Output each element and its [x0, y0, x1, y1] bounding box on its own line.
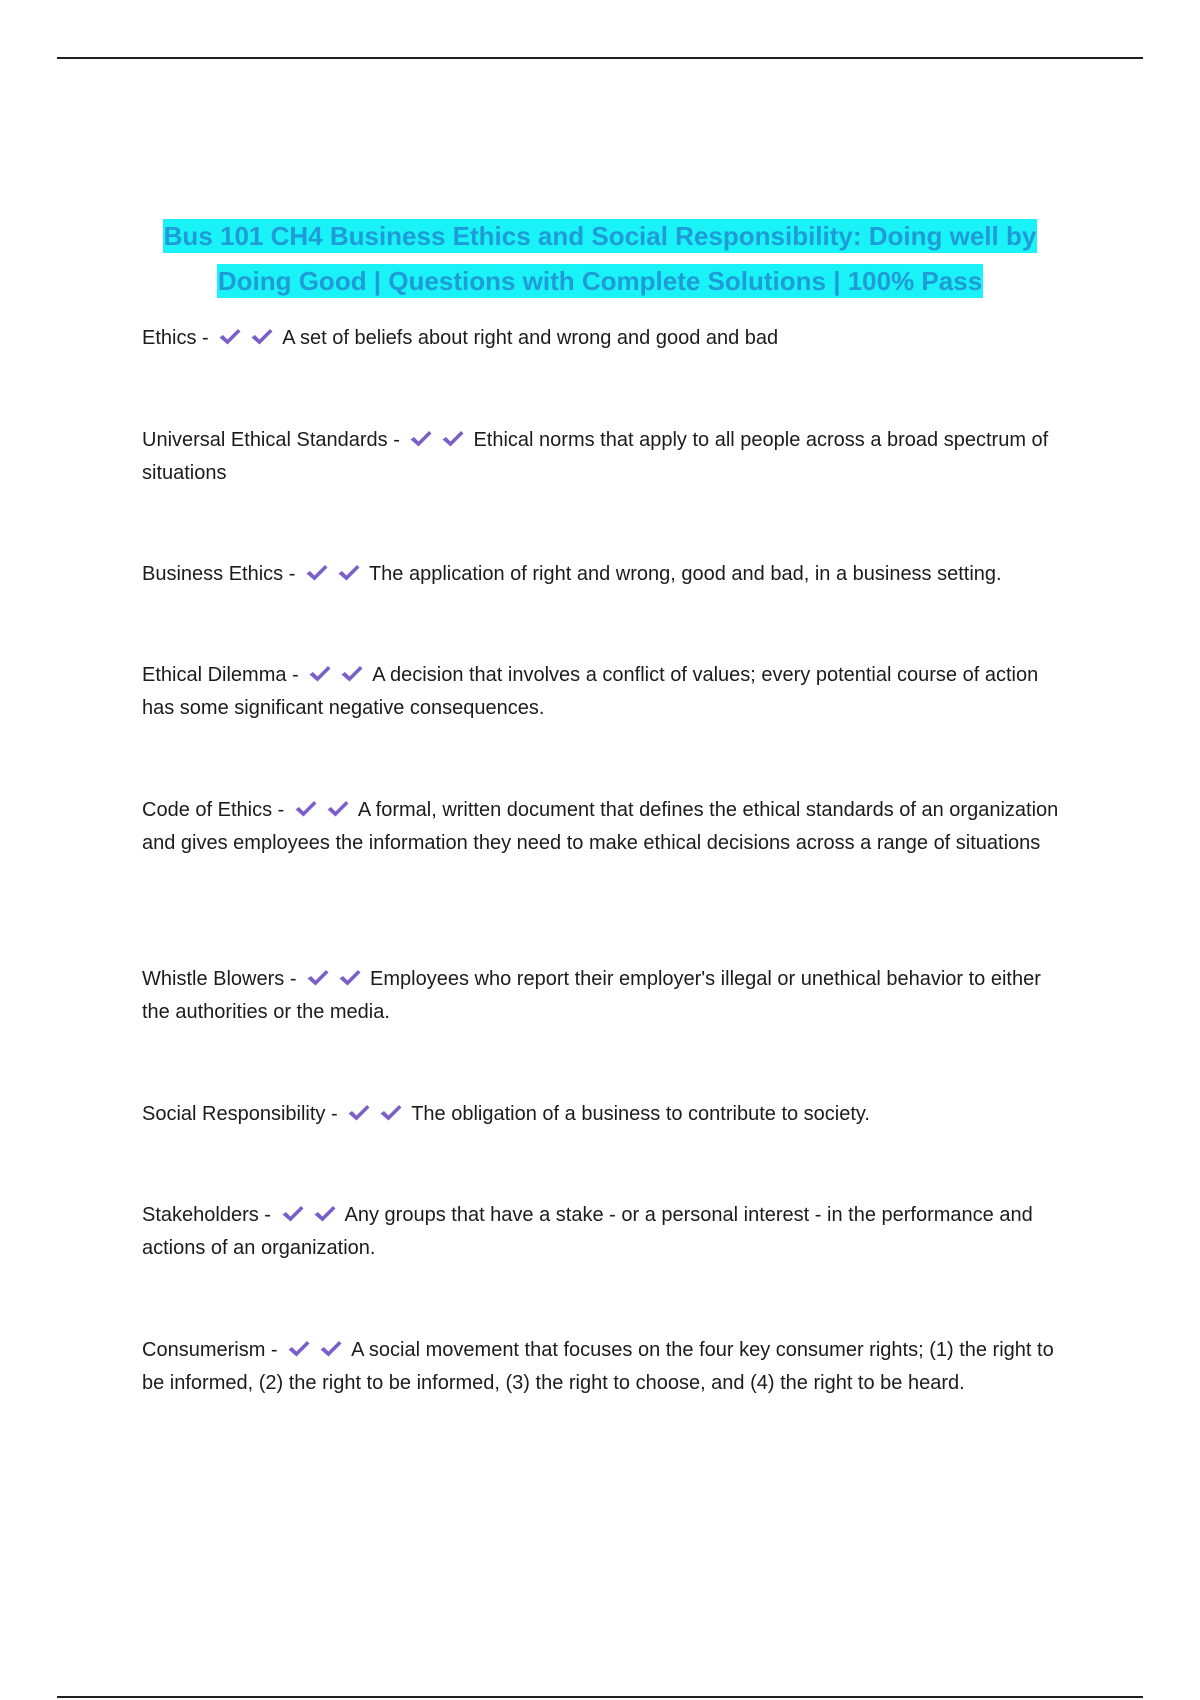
checkmark-icon [379, 1103, 403, 1123]
entry-definition: A social movement that focuses on the four key consumer rights; (1) the right to be informed, (2) the right to be informed, (3) the right to choose, and (4) the right to be heard. [142, 1339, 1054, 1394]
checkmark-icon [409, 429, 433, 449]
entry-term: Consumerism [142, 1339, 266, 1361]
checkmark-icon [306, 968, 330, 988]
list-item [142, 1098, 1062, 1131]
list-item [142, 1334, 1062, 1400]
bottom-rule [57, 1696, 1143, 1698]
top-rule [57, 57, 1143, 59]
checkmark-icon [305, 563, 329, 583]
list-item [142, 322, 1062, 355]
check-pair [281, 1204, 345, 1226]
checkmark-icon [340, 664, 364, 684]
checkmark-icon [281, 1204, 305, 1224]
checkmark-icon [338, 968, 362, 988]
entry-separator: - [325, 1103, 344, 1125]
entry-separator: - [196, 327, 215, 349]
entry-term: Code of Ethics [142, 799, 273, 821]
list-item [142, 558, 1062, 591]
checkmark-icon [337, 563, 361, 583]
list-item [142, 963, 1062, 1029]
list-item [142, 659, 1062, 725]
entry-term: Ethics [142, 327, 197, 349]
check-pair [308, 664, 372, 686]
entry-separator: - [284, 968, 303, 990]
entry-term: Ethical Dilemma [142, 664, 287, 686]
checkmark-icon [313, 1204, 337, 1224]
checkmark-icon [250, 327, 274, 347]
check-pair [409, 429, 473, 451]
entry-definition: Employees who report their employer's illegal or unethical behavior to either the authorities or the media. [142, 968, 1041, 1023]
checkmark-icon [287, 1339, 311, 1359]
entry-term: Whistle Blowers [142, 968, 285, 990]
check-pair [294, 799, 358, 821]
entry-definition: A set of beliefs about right and wrong and good and bad [282, 327, 779, 349]
entry-term: Stakeholders [142, 1204, 259, 1226]
entry-definition: Ethical norms that apply to all people across a broad spectrum of situations [142, 429, 1049, 484]
title-highlight: Bus 101 CH4 Business Ethics and Social Responsibility: Doing well by Doing Good | Questions with Complete Solutions | 100% Pass [163, 221, 1037, 296]
entry-term: Social Responsibility [142, 1103, 326, 1125]
entry-term: Business Ethics [142, 563, 284, 585]
list-item [142, 794, 1062, 860]
entry-separator: - [258, 1204, 277, 1226]
check-pair [218, 327, 282, 349]
checkmark-icon [294, 799, 318, 819]
check-pair [306, 968, 370, 990]
list-item [142, 1199, 1062, 1265]
checkmark-icon [308, 664, 332, 684]
document-title [130, 214, 1070, 304]
entry-separator: - [387, 429, 406, 451]
list-item [142, 424, 1062, 490]
checkmark-icon [319, 1339, 343, 1359]
entry-definition: The obligation of a business to contribute to society. [411, 1103, 870, 1125]
entry-definition: A formal, written document that defines the ethical standards of an organization and gives employees the information they need to make ethical decisions across a range of situations [142, 799, 1059, 854]
entry-definition: Any groups that have a stake - or a personal interest - in the performance and actions of an organization. [142, 1204, 1033, 1259]
entry-term: Universal Ethical Standards [142, 429, 388, 451]
checkmark-icon [218, 327, 242, 347]
check-pair [347, 1103, 411, 1125]
entry-separator: - [272, 799, 290, 821]
entry-definition: A decision that involves a conflict of values; every potential course of action has some significant negative consequences. [142, 664, 1039, 719]
check-pair [287, 1339, 351, 1361]
checkmark-icon [347, 1103, 371, 1123]
entry-definition: The application of right and wrong, good and bad, in a business setting. [368, 563, 1002, 585]
checkmark-icon [441, 429, 465, 449]
checkmark-icon [326, 799, 350, 819]
entry-separator: - [283, 563, 301, 585]
check-pair [305, 563, 369, 585]
entry-separator: - [286, 664, 305, 686]
entry-separator: - [265, 1339, 284, 1361]
